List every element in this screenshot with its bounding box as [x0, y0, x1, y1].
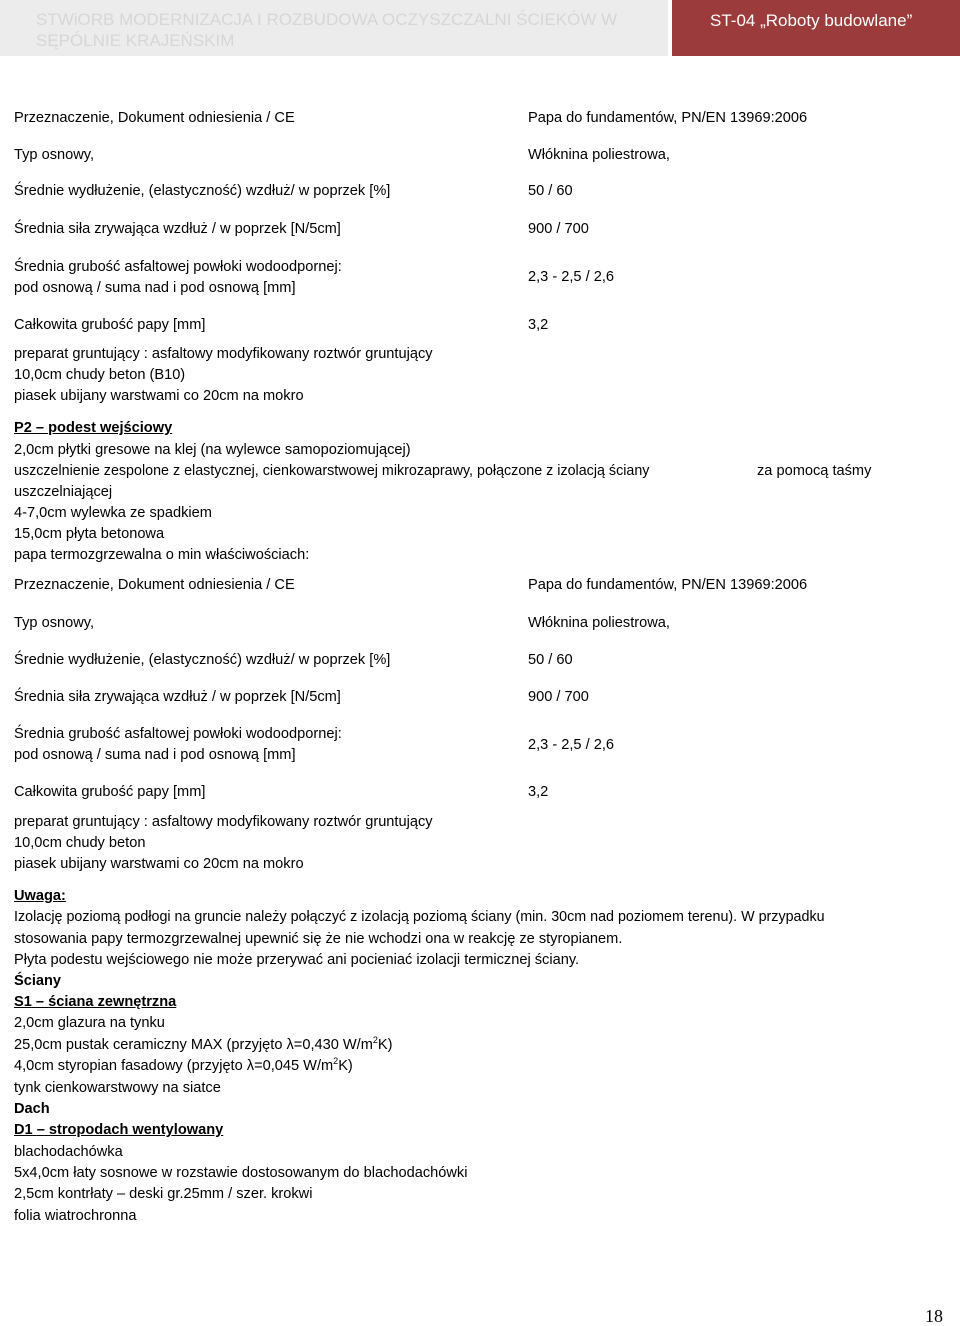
s1-layer-block-unit: K): [377, 1037, 393, 1053]
base-value: Włóknina poliestrowa,: [528, 615, 670, 631]
base-value: Włóknina poliestrowa,: [528, 147, 670, 163]
elongation-value: 50 / 60: [528, 652, 573, 668]
section-banner: [672, 0, 960, 56]
purpose-value: Papa do fundamentów, PN/EN 13969:2006: [528, 577, 808, 593]
force-label: Średnia siła zrywająca wzdłuż / w poprzek [N/5cm]: [14, 221, 341, 237]
total-thickness-label: Całkowita grubość papy [mm]: [14, 317, 206, 333]
page-number: 18: [925, 1306, 943, 1326]
force-value: 900 / 700: [528, 221, 589, 237]
s1-name: ściana zewnętrzna: [48, 994, 177, 1010]
purpose-value: Papa do fundamentów, PN/EN 13969:2006: [528, 110, 808, 126]
d1-layer-counterbattens: 2,5cm kontrłaty – deski gr.25mm / szer. krokwi: [14, 1186, 313, 1202]
d1-dash: –: [36, 1122, 45, 1138]
note-line1: Izolację poziomą podłogi na gruncie należy połączyć z izolacją poziomą ściany (min. 30cm nad poziomem terenu). W przypadku: [14, 909, 825, 925]
s1-layer-plaster: tynk cienkowarstwowy na siatce: [14, 1080, 221, 1096]
p2-code: P2: [14, 420, 32, 436]
thickness-value: 2,3 - 2,5 / 2,6: [528, 269, 614, 285]
d1-layer-sheet: blachodachówka: [14, 1144, 123, 1160]
elongation-label: Średnie wydłużenie, (elastyczność) wzdłuż/ w poprzek [%]: [14, 652, 391, 668]
layer-sand-2: piasek ubijany warstwami co 20cm na mokro: [14, 856, 304, 872]
base-label: Typ osnowy,: [14, 615, 95, 631]
p2-layer-membrane: papa termozgrzewalna o min właściwościach:: [14, 547, 310, 563]
layer-sand: piasek ubijany warstwami co 20cm na mokro: [14, 388, 304, 404]
thickness-label-line2: pod osnową / suma nad i pod osnową [mm]: [14, 747, 296, 763]
p2-layer-slab: 15,0cm płyta betonowa: [14, 526, 165, 542]
document-title-line2: SĘPÓLNIE KRAJEŃSKIM: [36, 31, 235, 50]
p2-heading: [14, 418, 172, 439]
force-label: Średnia siła zrywająca wzdłuż / w poprzek [N/5cm]: [14, 689, 341, 705]
s1-layer-block-text: 25,0cm pustak ceramiczny MAX (przyjęto λ=0,430 W/m: [14, 1037, 373, 1053]
layer-primer-2: preparat gruntujący : asfaltowy modyfikowany roztwór gruntujący: [14, 814, 433, 830]
document-title-line1: STWiORB MODERNIZACJA I ROZBUDOWA OCZYSZCZALNI ŚCIEKÓW W: [36, 10, 618, 29]
s1-layer-styrofoam: [14, 1056, 353, 1077]
thickness-value: 2,3 - 2,5 / 2,6: [528, 737, 614, 753]
p2-layer-tiles: 2,0cm płytki gresowe na klej (na wylewce samopoziomującej): [14, 442, 411, 458]
p2-layer-sealing-end: uszczelniającej: [14, 484, 113, 500]
layer-primer: preparat gruntujący : asfaltowy modyfikowany roztwór gruntujący: [14, 346, 433, 362]
s1-layer-block-sup: 2: [372, 1035, 378, 1046]
s1-code: S1: [14, 994, 32, 1010]
thickness-label-line1: Średnia grubość asfaltowej powłoki wodoodpornej:: [14, 259, 342, 275]
s1-layer-block: [14, 1035, 393, 1056]
d1-heading: [14, 1120, 223, 1141]
section-title: ST-04 „Roboty budowlane”: [710, 11, 913, 30]
note-line2: stosowania papy termozgrzewalnej upewnić się że nie wchodzi ona w reakcję ze styropianem.: [14, 931, 623, 947]
total-thickness-value: 3,2: [528, 784, 549, 800]
s1-layer-styrofoam-text: 4,0cm styropian fasadowy (przyjęto λ=0,045 W/m: [14, 1058, 334, 1074]
elongation-label: Średnie wydłużenie, (elastyczność) wzdłuż/ w poprzek [%]: [14, 183, 391, 199]
d1-name: stropodach wentylowany: [48, 1122, 224, 1138]
s1-layer-styrofoam-sup: 2: [333, 1056, 339, 1067]
elongation-value: 50 / 60: [528, 183, 573, 199]
purpose-label: Przeznaczenie, Dokument odniesienia / CE: [14, 110, 295, 126]
layer-lean-concrete: 10,0cm chudy beton (B10): [14, 367, 186, 383]
d1-layer-battens: 5x4,0cm łaty sosnowe w rozstawie dostosowanym do blachodachówki: [14, 1165, 468, 1181]
thickness-label-line1: Średnia grubość asfaltowej powłoki wodoodpornej:: [14, 726, 342, 742]
purpose-label: Przeznaczenie, Dokument odniesienia / CE: [14, 577, 295, 593]
d1-code: D1: [14, 1122, 33, 1138]
s1-layer-glaze: 2,0cm glazura na tynku: [14, 1015, 165, 1031]
p2-name: podest wejściowy: [48, 420, 173, 436]
s1-layer-styrofoam-unit: K): [338, 1058, 353, 1074]
base-label: Typ osnowy,: [14, 147, 95, 163]
s1-heading: [14, 992, 176, 1013]
note-heading: Uwaga:: [14, 888, 66, 904]
p2-layer-sealing-cont: za pomocą taśmy: [757, 463, 872, 479]
p2-layer-screed: 4-7,0cm wylewka ze spadkiem: [14, 505, 212, 521]
roof-heading: Dach: [14, 1101, 50, 1117]
force-value: 900 / 700: [528, 689, 589, 705]
total-thickness-label: Całkowita grubość papy [mm]: [14, 784, 206, 800]
p2-dash: –: [35, 420, 45, 436]
total-thickness-value: 3,2: [528, 317, 549, 333]
layer-lean-concrete-2: 10,0cm chudy beton: [14, 835, 146, 851]
document-title-banner: [0, 0, 668, 56]
walls-heading: Ściany: [14, 973, 62, 989]
p2-layer-sealing: uszczelnienie zespolone z elastycznej, cienkowarstwowej mikrozaprawy, połączone z izolacją ściany: [14, 463, 650, 479]
thickness-label-line2: pod osnową / suma nad i pod osnową [mm]: [14, 280, 296, 296]
note-line3: Płyta podestu wejściowego nie może przerywać ani pocieniać izolacji termicznej ściany.: [14, 952, 580, 968]
d1-layer-windbreak: folia wiatrochronna: [14, 1208, 137, 1224]
s1-dash: –: [35, 994, 45, 1010]
